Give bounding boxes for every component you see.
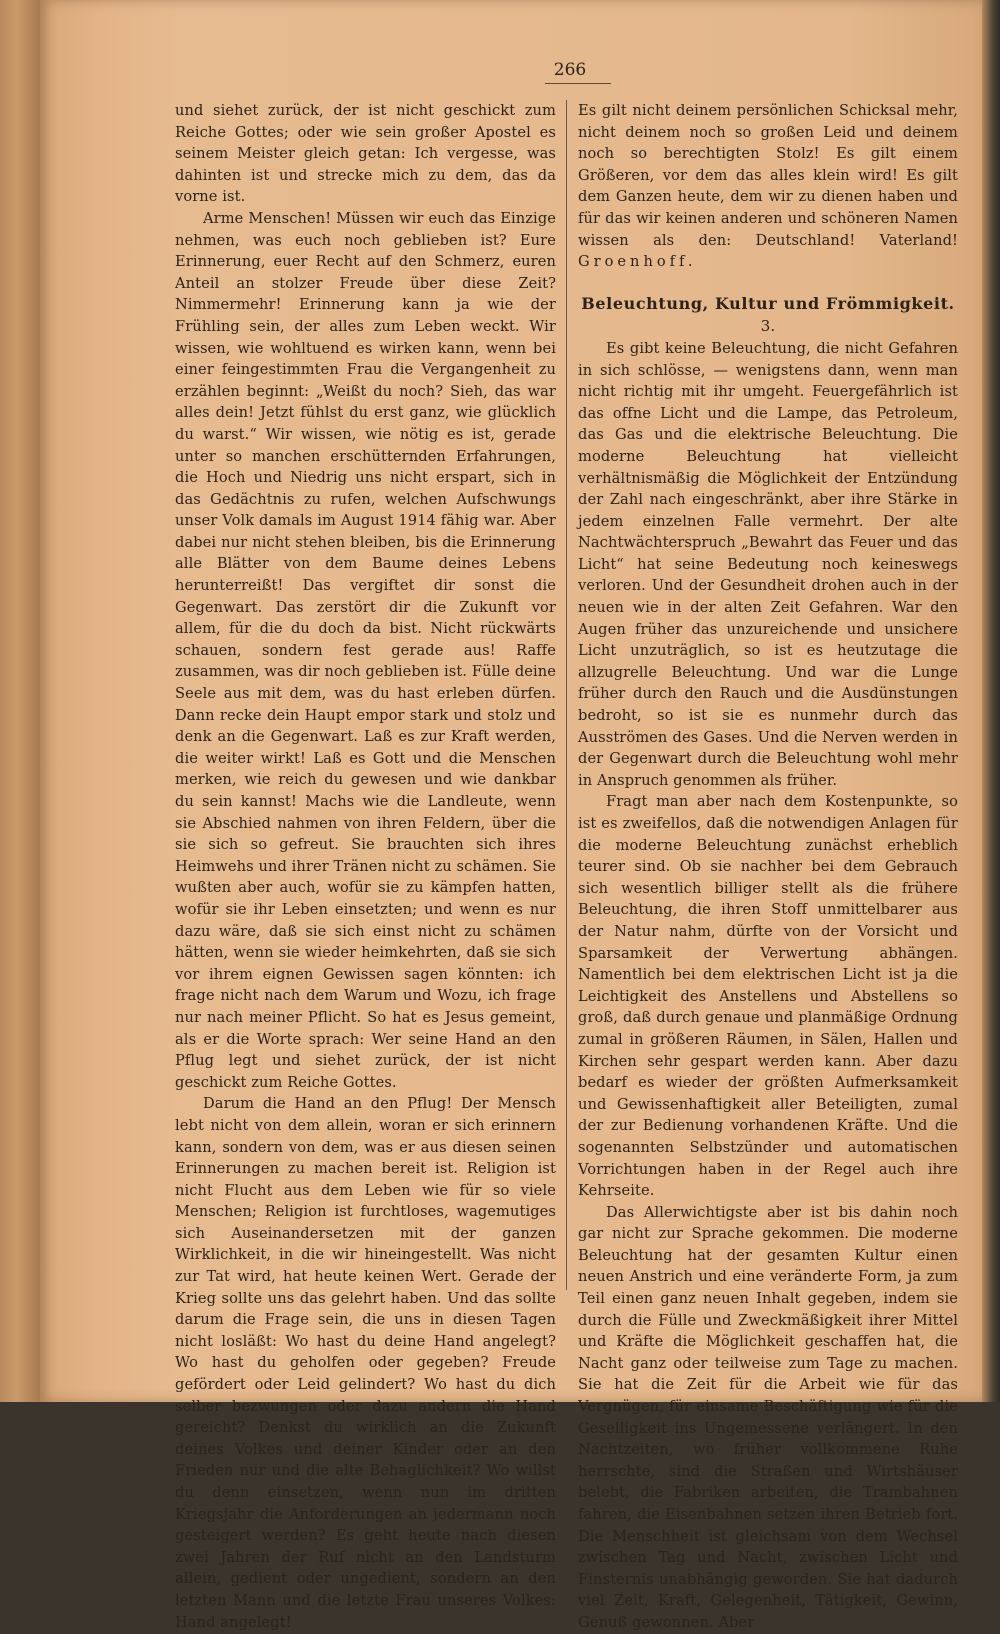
continuation-text: Es gilt nicht deinem persönlichen Schicksal mehr, nicht deinem noch so großen Leid und deinem noch so berechtigten Stolz! Es gilt einem Größeren, vor dem das alles klein wird! Es gilt dem Ganzen heute, dem wir zu dienen haben und für das wir keinen anderen und schöneren Namen wissen als den: Deutschland! Vaterland! <box>578 102 958 249</box>
left-paragraph-2: Arme Menschen! Müssen wir euch das Einzige nehmen, was euch noch geblieben ist? Eure Erinnerung, euer Recht auf den Schmerz, euren Anteil an stolzer Freude über diese Zeit? Nimmermehr! Erinnerung kann ja wie der Frühling sein, der alles zum Leben weckt. Wir wissen, wie wohltuend es wirken kann, wenn bei einer feingestimmten Frau die Vergangenheit zu erzählen beginnt: „Weißt du noch? Sieh, das war alles dein! Jetzt fühlst du erst ganz, wie glücklich du warst.“ Wir wissen, wie nötig es ist, gerade unter so manchen erschütternden Erfahrungen, die Hoch und Niedrig uns nicht erspart, sich in das Gedächtnis zu rufen, welchen Aufschwungs unser Volk damals im August 1914 fähig war. Aber dabei nur nicht stehen bleiben, bis die Erinnerung alle Blätter von dem Baume deines Lebens herunterreißt! Das vergiftet dir sonst die Gegenwart. Das zerstört dir die Zukunft vor allem, für die du doch da bist. Nicht rückwärts schauen, sondern fest gerade aus! Raffe zusammen, was dir noch geblieben ist. Fülle deine Seele aus mit dem, was du hast erleben dürfen. Dann recke dein Haupt empor stark und stolz und denk an die Gegenwart. Laß es zur Kraft werden, die weiter wirkt! Laß es Gott und die Menschen merken, wie reich du gewesen und wie dankbar du sein kannst! Machs wie die Landleute, wenn sie Abschied nahmen von ihren Feldern, über die sie sich so gefreut. Sie brauchten sich ihres Heimwehs und ihrer Tränen nicht zu schämen. Sie wußten aber auch, wofür sie zu kämpfen hatten, wofür sie ihr Leben einsetzten; und wenn es nur dazu wäre, daß sie sich einst nicht zu schämen hätten, wenn sie wieder heimkehrten, daß sie sich vor ihrem eignen Gewissen sagen könnten: ich frage nicht nach dem Warum und Wozu, ich frage nur nach meiner Pflicht. So hat es Jesus gemeint, als er die Worte sprach: Wer seine Hand an den Pflug legt und siehet zurück, der ist nicht geschickt zum Reiche Gottes. <box>175 209 556 1091</box>
article-title: Beleuchtung, Kultur und Frömmigkeit. <box>581 293 955 313</box>
right-continuation <box>578 100 958 273</box>
book-gutter-edge <box>0 0 40 1402</box>
right-paragraph-3: Das Allerwichtigste aber ist bis dahin noch gar nicht zur Sprache gekommen. Die moderne Beleuchtung hat der gesamten Kultur einen neuen Anstrich und eine veränderte Form, ja zum Teil einen ganz neuen Inhalt gegeben, indem sie durch die Fülle und Zweckmäßigkeit ihrer Mittel und Kräfte die Möglichkeit geschaffen hat, die Nacht ganz oder teilweise zum Tage zu machen. Sie hat die Zeit für die Arbeit wie für das Vergnügen, für einsame Beschäftigung wie für die Geselligkeit ins Ungemessene verlängert. In den Nachtzeiten, wo früher vollkommene Ruhe herrschte, sind die Straßen und Wirtshäuser belebt, die Fabriken arbeiten, die Trambahnen fahren, die Eisenbahnen setzen ihren Betrieb fort. Die Menschheit ist gleichsam von dem Wechsel zwischen Tag und Nacht, zwischen Licht und Finsternis unabhängig geworden. Sie hat dadurch viel Zeit, Kraft, Gelegenheit, Tätigkeit, Gewinn, Genuß gewonnen. Aber <box>578 1203 958 1631</box>
left-paragraph-1: und siehet zurück, der ist nicht geschickt zum Reiche Gottes; oder wie sein großer Apostel es seinem Meister gleich getan: Ich vergesse, was dahinten ist und strecke mich zu dem, das da vorne ist. <box>175 102 556 206</box>
right-paragraph-1: Es gibt keine Beleuchtung, die nicht Gefahren in sich schlösse, — wenigstens dann, wenn man nicht richtig mit ihr umgeht. Feuergefährlich ist das offne Licht und die Lampe, das Petroleum, das Gas und die elektrische Beleuchtung. Die moderne Beleuchtung hat vielleicht verhältnismäßig die Möglichkeit der Entzündung der Zahl nach eingeschränkt, aber ihre Stärke in jedem einzelnen Falle vermehrt. Der alte Nachtwächterspruch „Bewahrt das Feuer und das Licht“ hat seine Bedeutung noch keineswegs verloren. Und der Gesundheit drohen auch in der neuen wie in der alten Zeit Gefahren. War den Augen früher das unzureichende und unsichere Licht unzuträglich, so ist es heutzutage die allzugrelle Beleuchtung. Und war die Lunge früher durch den Rauch und die Ausdünstungen bedroht, so ist sie es nunmehr durch das Ausströmen des Gases. Und die Nerven werden in der Gegenwart durch die Beleuchtung wohl mehr in Anspruch genommen als früher. <box>578 339 958 789</box>
page-number-rule <box>545 83 611 84</box>
column-divider <box>566 100 567 1290</box>
right-paragraph-2: Fragt man aber nach dem Kostenpunkte, so ist es zweifellos, daß die notwendigen Anlagen für die moderne Beleuchtung zunächst erheblich teurer sind. Ob sie nachher bei dem Gebrauch sich wesentlich billiger stellt als die frühere Beleuchtung, die ihren Stoff unmittelbarer aus der Natur nahm, dürfte von der Vorsicht und Sparsamkeit der Verwertung abhängen. Namentlich bei dem elektrischen Licht ist ja die Leichtigkeit des Anstellens und Abstellens so groß, daß durch genaue und planmäßige Ordnung zumal in größeren Räumen, in Sälen, Hallen und Kirchen sehr gespart werden kann. Aber dazu bedarf es wieder der größten Aufmerksamkeit und Gewissenhaftigkeit aller Beteiligten, zumal der zur Bedienung vorhandenen Kräfte. Und die sogenannten Selbstzünder und automatischen Vorrichtungen haben in der Regel auch ihre Kehrseite. <box>578 793 958 1200</box>
author-signature: Groenhoff. <box>578 253 697 271</box>
book-fore-edge <box>982 0 1000 1402</box>
article-part-number: 3. <box>760 317 776 336</box>
right-column <box>578 100 958 1631</box>
left-column <box>175 100 556 1631</box>
left-paragraph-3: Darum die Hand an den Pflug! Der Mensch lebt nicht von dem allein, woran er sich erinnern kann, sondern von dem, was er aus diesen seinen Erinnerungen zu machen bereit ist. Religion ist nicht Flucht aus dem Leben wie für so viele Menschen; Religion ist furchtloses, wagemutiges sich Auseinandersetzen mit der ganzen Wirklichkeit, in die wir hineingestellt. Was nicht zur Tat wird, hat heute keinen Wert. Gerade der Krieg sollte uns das gelehrt haben. Und das sollte darum die Frage sein, die uns in diesen Tagen nicht losläßt: Wo hast du deine Hand angelegt? Wo hast du geholfen oder gegeben? Freude gefördert oder Leid gelindert? Wo hast du dich selber bezwungen oder dazu andern die Hand gereicht? Denkst du wirklich an die Zukunft deines Volkes und deiner Kinder oder an den Frieden nur und die alte Behaglichkeit? Wo willst du denn einsetzen, wenn nun im dritten Kriegsjahr die Anforderungen an jedermann noch gesteigert werden? Es geht heute nach diesen zwei Jahren der Ruf nicht an den Landsturm allein, gedient oder ungedient, sondern an den letzten Mann und die letzte Frau unseres Volkes: Hand angelegt! <box>175 1095 556 1631</box>
page-number: 266 <box>553 60 587 80</box>
